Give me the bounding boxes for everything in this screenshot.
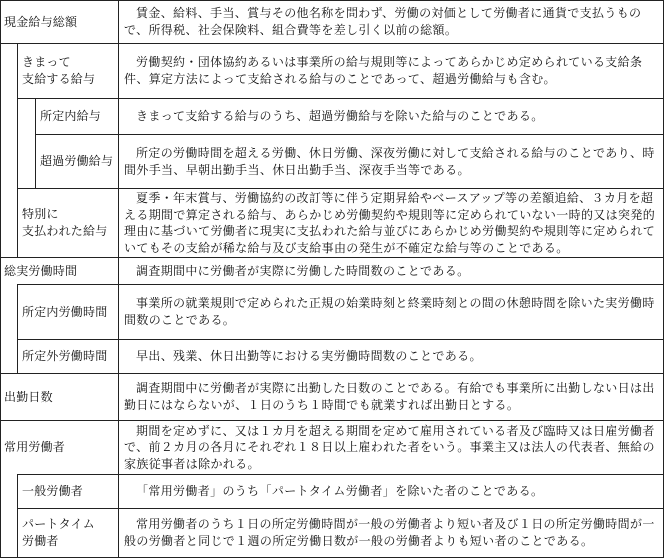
term-total-hours-worked: 総実労働時間 (4, 263, 78, 278)
definition-text: 常用労働者のうち１日の所定労働時間が一般の労働者より短い者及び１日の所定労働時間が一般の労働者と同じで１週の所定労働日数が一般の労働者よりも短い者のことである。 (124, 517, 655, 548)
definition-non-scheduled-hours (124, 340, 658, 373)
definition-scheduled-hours (124, 285, 658, 339)
definition-text: 労働契約・団体協約あるいは事業所の給与規則等によってあらかじめ定められている支給条件、算定方法によって支給される給与のことであって、超過労働給与も含む。 (124, 55, 643, 86)
term-part-time-workers: パートタイム 労働者 (22, 517, 95, 548)
definition-special-earnings (124, 189, 658, 257)
definition-contractual-earnings (124, 44, 658, 98)
term-contractual-earnings: きまって 支給する給与 (22, 55, 96, 86)
definition-overtime-earnings (124, 135, 658, 188)
definition-text: 期間を定めずに、又は１カ月を超える期間を定めて雇用されている者及び臨時又は日雇労働者で、前２カ月の各月にそれぞれ１８日以上雇われた者をいう。事業主又は法人の代表者、無給の家族従事者は除かれる。 (124, 423, 655, 471)
definition-scheduled-earnings (124, 99, 658, 134)
definition-text: 事業所の就業規則で定められた正規の始業時刻と終業時刻との間の休憩時間を除いた実労働時間数のことである。 (124, 296, 655, 327)
definition-text: 調査期間中に労働者が実際に出勤した日数のことである。有給でも事業所に出勤しない日は出勤日にはならないが、１日のうち１時間でも就業すれば出勤日とする。 (124, 381, 655, 412)
term-special-earnings: 特別に 支払われた給与 (22, 207, 108, 238)
term-general-workers: 一般労働者 (22, 484, 84, 498)
definition-text: 夏季・年末賞与、労働協約の改訂等に伴う定期昇給やベースアップ等の差額追給、３カ月を超える期間で算定される給与、あらかじめ労働契約や規則等に定められていない一時的又は突発的理由に基づいて労働者に現実に支払われた給与並びにあらかじめ労働契約や規則等に定められていてもその支給が稀な給与及び支給事由の発生が不確定な給与等のことである。 (124, 191, 656, 255)
definition-text: 早出、残業、休日出勤等における実労働時間数のことである。 (136, 349, 482, 363)
definition-total-cash-earnings (124, 1, 658, 43)
indent-guide-hours (17, 284, 18, 373)
definition-text: 所定の労働時間を超える労働、休日労働、深夜労働に対して支給される給与のことであり、時間外手当、早朝出勤手当、休日出勤手当、深夜手当等である。 (124, 145, 655, 177)
table-border-left (0, 0, 1, 558)
definition-text: 調査期間中に労働者が実際に労働した時間数のことである。 (136, 263, 470, 278)
term-scheduled-hours: 所定内労働時間 (22, 304, 108, 319)
definition-text: 賃金、給料、手当、賞与その他名称を問わず、労働の対価として労働者に通貨で支払うもので、所得税、社会保険料、組合費等を差し引く以前の総額。 (124, 6, 642, 37)
indent-guide-workers (17, 474, 18, 558)
definition-part-time-workers (124, 509, 658, 557)
definition-total-hours-worked (124, 258, 658, 284)
indent-guide-wages (17, 44, 18, 257)
term-scheduled-earnings: 所定内給与 (40, 109, 102, 123)
term-overtime-earnings: 超過労働給与 (40, 154, 114, 168)
term-regular-employees: 常用労働者 (4, 440, 66, 454)
term-total-cash-earnings: 現金給与総額 (4, 14, 78, 29)
definition-text: きまって支給する給与のうち、超過労働給与を除いた給与のことである。 (136, 109, 544, 123)
term-non-scheduled-hours: 所定外労働時間 (22, 349, 108, 363)
definition-days-worked (124, 374, 658, 420)
definition-regular-employees (124, 421, 658, 474)
term-days-worked: 出勤日数 (4, 389, 53, 404)
definition-general-workers (124, 475, 658, 508)
indent-guide-regular-pay (35, 99, 36, 188)
definition-text: 「常用労働者」のうち「パートタイム労働者」を除いた者のことである。 (136, 484, 544, 498)
